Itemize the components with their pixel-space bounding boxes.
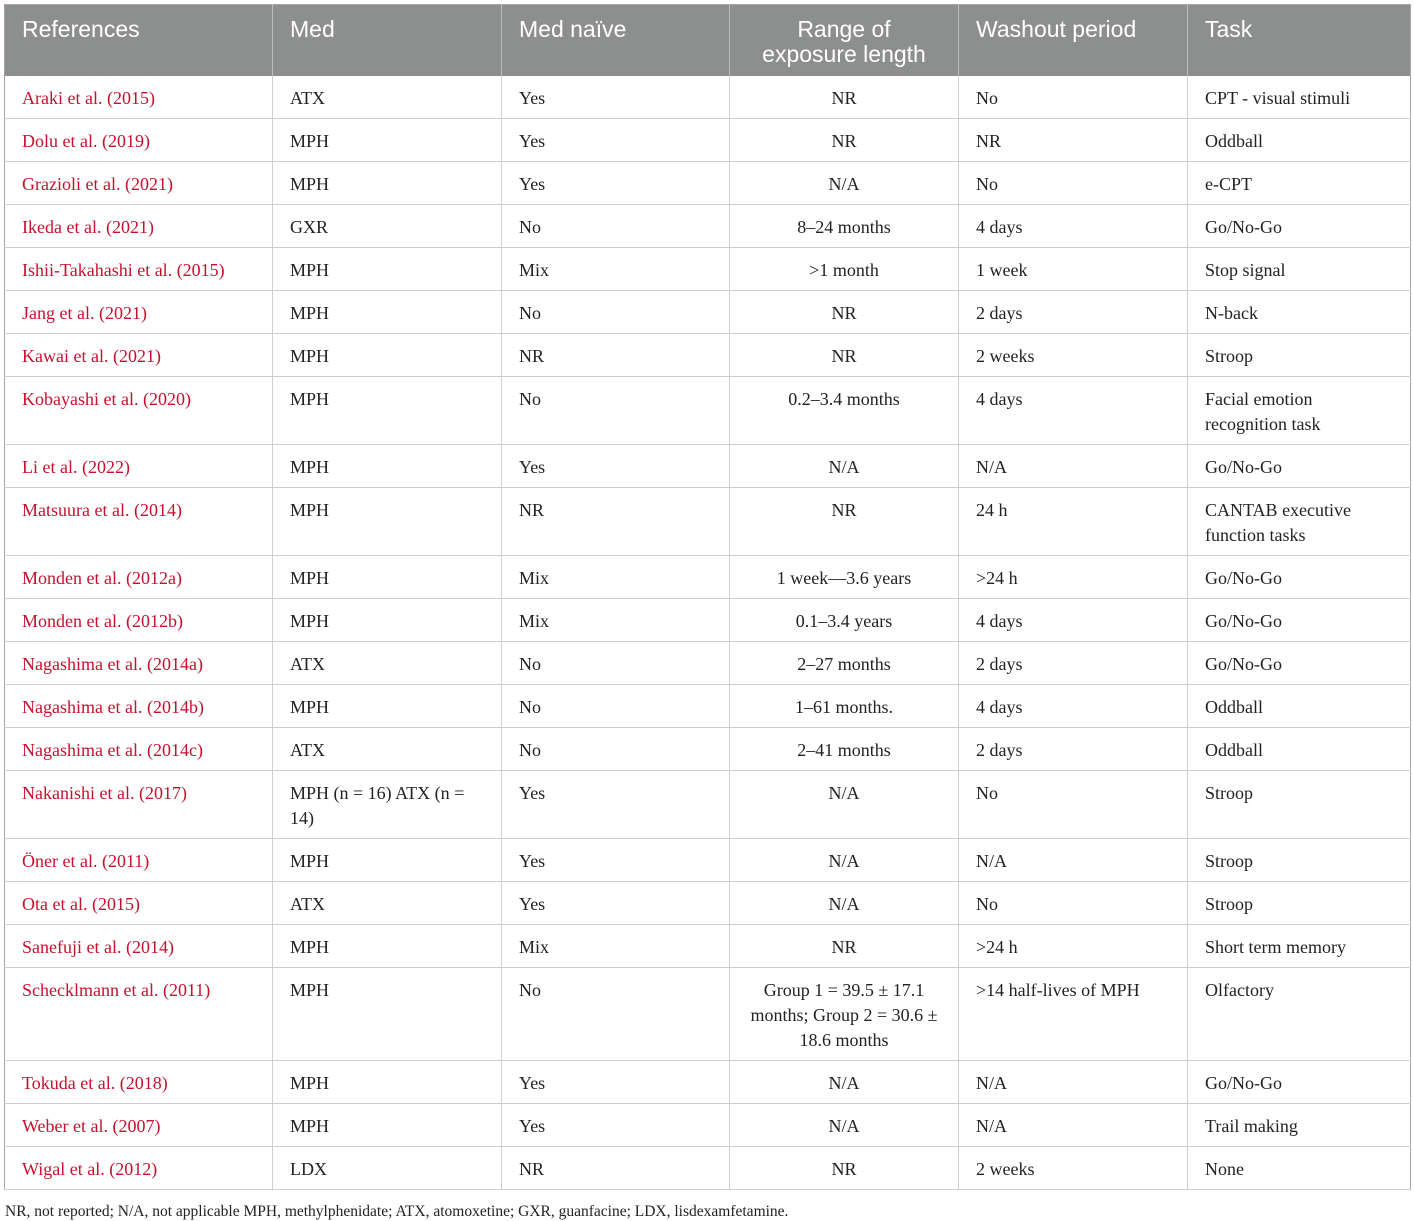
cell-washout-period: No <box>959 882 1188 925</box>
cell-task: Facial emotion recognition task <box>1188 377 1411 445</box>
cell-washout-period: No <box>959 771 1188 839</box>
cell-med: MPH <box>273 839 502 882</box>
cell-reference[interactable]: Matsuura et al. (2014) <box>5 488 273 556</box>
cell-med: ATX <box>273 642 502 685</box>
header-row <box>5 5 1411 76</box>
cell-med: MPH <box>273 556 502 599</box>
header-washout-period: Washout period <box>959 5 1188 76</box>
cell-task: Go/No-Go <box>1188 445 1411 488</box>
cell-med-naive: Yes <box>502 119 730 162</box>
cell-task: e-CPT <box>1188 162 1411 205</box>
cell-med: MPH <box>273 162 502 205</box>
cell-washout-period: 4 days <box>959 205 1188 248</box>
cell-task: CPT - visual stimuli <box>1188 76 1411 119</box>
cell-reference[interactable]: Öner et al. (2011) <box>5 839 273 882</box>
cell-washout-period: 4 days <box>959 599 1188 642</box>
cell-reference[interactable]: Li et al. (2022) <box>5 445 273 488</box>
cell-task: Oddball <box>1188 728 1411 771</box>
table-header <box>5 5 1411 76</box>
cell-washout-period: 2 weeks <box>959 334 1188 377</box>
table-row <box>5 1104 1411 1147</box>
cell-reference[interactable]: Sanefuji et al. (2014) <box>5 925 273 968</box>
table-row <box>5 599 1411 642</box>
cell-reference[interactable]: Tokuda et al. (2018) <box>5 1061 273 1104</box>
cell-exposure-range: N/A <box>730 882 959 925</box>
cell-exposure-range: N/A <box>730 771 959 839</box>
cell-med-naive: No <box>502 291 730 334</box>
table-row <box>5 839 1411 882</box>
cell-med: MPH <box>273 1061 502 1104</box>
cell-exposure-range: 1 week—3.6 years <box>730 556 959 599</box>
table-row <box>5 334 1411 377</box>
cell-med: MPH <box>273 334 502 377</box>
header-task: Task <box>1188 5 1411 76</box>
table-row <box>5 488 1411 556</box>
cell-exposure-range: N/A <box>730 1061 959 1104</box>
header-med: Med <box>273 5 502 76</box>
cell-med-naive: Mix <box>502 248 730 291</box>
cell-reference[interactable]: Kawai et al. (2021) <box>5 334 273 377</box>
cell-washout-period: N/A <box>959 1104 1188 1147</box>
cell-exposure-range: 1–61 months. <box>730 685 959 728</box>
cell-med-naive: No <box>502 685 730 728</box>
cell-exposure-range: N/A <box>730 445 959 488</box>
cell-reference[interactable]: Grazioli et al. (2021) <box>5 162 273 205</box>
cell-med: GXR <box>273 205 502 248</box>
cell-med-naive: No <box>502 728 730 771</box>
cell-task: Go/No-Go <box>1188 556 1411 599</box>
cell-washout-period: >14 half-lives of MPH <box>959 968 1188 1061</box>
cell-washout-period: 2 days <box>959 642 1188 685</box>
cell-task: Go/No-Go <box>1188 599 1411 642</box>
cell-reference[interactable]: Wigal et al. (2012) <box>5 1147 273 1190</box>
cell-washout-period: 2 weeks <box>959 1147 1188 1190</box>
cell-washout-period: 4 days <box>959 685 1188 728</box>
cell-exposure-range: NR <box>730 119 959 162</box>
table-row <box>5 728 1411 771</box>
cell-task: N-back <box>1188 291 1411 334</box>
cell-exposure-range: N/A <box>730 839 959 882</box>
cell-med-naive: Yes <box>502 162 730 205</box>
cell-task: None <box>1188 1147 1411 1190</box>
table-row <box>5 445 1411 488</box>
table-footnote: NR, not reported; N/A, not applicable MPH, methylphenidate; ATX, atomoxetine; GXR, guanfacine; LDX, lisdexamfetamine. <box>5 1203 789 1220</box>
cell-washout-period: >24 h <box>959 556 1188 599</box>
cell-med-naive: NR <box>502 334 730 377</box>
table-row <box>5 1061 1411 1104</box>
cell-reference[interactable]: Araki et al. (2015) <box>5 76 273 119</box>
medication-table <box>4 4 1411 1190</box>
cell-med: MPH <box>273 968 502 1061</box>
cell-med-naive: Yes <box>502 76 730 119</box>
cell-task: Stroop <box>1188 334 1411 377</box>
cell-med-naive: Mix <box>502 599 730 642</box>
cell-med-naive: Yes <box>502 445 730 488</box>
cell-med: ATX <box>273 76 502 119</box>
cell-med: LDX <box>273 1147 502 1190</box>
cell-exposure-range: 0.1–3.4 years <box>730 599 959 642</box>
cell-med: MPH <box>273 925 502 968</box>
cell-task: Go/No-Go <box>1188 642 1411 685</box>
cell-exposure-range: NR <box>730 1147 959 1190</box>
cell-reference[interactable]: Monden et al. (2012b) <box>5 599 273 642</box>
cell-med: MPH <box>273 445 502 488</box>
table-row <box>5 291 1411 334</box>
cell-washout-period: No <box>959 76 1188 119</box>
table-row <box>5 556 1411 599</box>
cell-med-naive: Mix <box>502 556 730 599</box>
header-med-naive: Med naïve <box>502 5 730 76</box>
cell-washout-period: >24 h <box>959 925 1188 968</box>
cell-med: MPH (n = 16) ATX (n = 14) <box>273 771 502 839</box>
table-container <box>4 4 1410 1221</box>
cell-med: MPH <box>273 488 502 556</box>
cell-reference[interactable]: Ota et al. (2015) <box>5 882 273 925</box>
cell-task: Olfactory <box>1188 968 1411 1061</box>
cell-task: Stroop <box>1188 882 1411 925</box>
cell-reference[interactable]: Weber et al. (2007) <box>5 1104 273 1147</box>
cell-washout-period: N/A <box>959 839 1188 882</box>
cell-task: Go/No-Go <box>1188 205 1411 248</box>
table-row <box>5 642 1411 685</box>
cell-exposure-range: 2–27 months <box>730 642 959 685</box>
cell-washout-period: N/A <box>959 445 1188 488</box>
cell-med: MPH <box>273 685 502 728</box>
cell-reference[interactable]: Jang et al. (2021) <box>5 291 273 334</box>
cell-task: Trail making <box>1188 1104 1411 1147</box>
table-row <box>5 968 1411 1061</box>
cell-reference[interactable]: Nagashima et al. (2014a) <box>5 642 273 685</box>
table-row <box>5 162 1411 205</box>
cell-reference[interactable]: Nagashima et al. (2014c) <box>5 728 273 771</box>
cell-reference[interactable]: Ishii-Takahashi et al. (2015) <box>5 248 273 291</box>
cell-reference[interactable]: Monden et al. (2012a) <box>5 556 273 599</box>
cell-med-naive: NR <box>502 1147 730 1190</box>
cell-med: MPH <box>273 377 502 445</box>
cell-exposure-range: NR <box>730 488 959 556</box>
cell-reference[interactable]: Nagashima et al. (2014b) <box>5 685 273 728</box>
cell-washout-period: NR <box>959 119 1188 162</box>
cell-task: Oddball <box>1188 685 1411 728</box>
cell-reference[interactable]: Nakanishi et al. (2017) <box>5 771 273 839</box>
cell-washout-period: 4 days <box>959 377 1188 445</box>
cell-task: Stroop <box>1188 839 1411 882</box>
cell-exposure-range: 0.2–3.4 months <box>730 377 959 445</box>
cell-reference[interactable]: Kobayashi et al. (2020) <box>5 377 273 445</box>
cell-med-naive: Yes <box>502 882 730 925</box>
cell-task: CANTAB executive function tasks <box>1188 488 1411 556</box>
cell-exposure-range: N/A <box>730 1104 959 1147</box>
cell-med-naive: No <box>502 642 730 685</box>
cell-reference[interactable]: Dolu et al. (2019) <box>5 119 273 162</box>
cell-washout-period: 2 days <box>959 291 1188 334</box>
table-row <box>5 205 1411 248</box>
cell-washout-period: N/A <box>959 1061 1188 1104</box>
cell-med: ATX <box>273 882 502 925</box>
cell-washout-period: 24 h <box>959 488 1188 556</box>
cell-task: Go/No-Go <box>1188 1061 1411 1104</box>
table-body <box>5 76 1411 1190</box>
table-row <box>5 119 1411 162</box>
table-row <box>5 76 1411 119</box>
cell-task: Stop signal <box>1188 248 1411 291</box>
cell-exposure-range: NR <box>730 925 959 968</box>
cell-med-naive: Yes <box>502 1104 730 1147</box>
cell-task: Stroop <box>1188 771 1411 839</box>
cell-task: Short term memory <box>1188 925 1411 968</box>
table-row <box>5 771 1411 839</box>
table-row <box>5 685 1411 728</box>
cell-exposure-range: NR <box>730 76 959 119</box>
table-row <box>5 882 1411 925</box>
cell-med-naive: No <box>502 377 730 445</box>
table-row <box>5 377 1411 445</box>
table-row <box>5 248 1411 291</box>
cell-med-naive: No <box>502 205 730 248</box>
header-references: References <box>5 5 273 76</box>
cell-med-naive: Yes <box>502 771 730 839</box>
cell-med: MPH <box>273 291 502 334</box>
cell-exposure-range: NR <box>730 291 959 334</box>
cell-med-naive: Yes <box>502 1061 730 1104</box>
cell-med-naive: No <box>502 968 730 1061</box>
cell-med: MPH <box>273 248 502 291</box>
cell-exposure-range: N/A <box>730 162 959 205</box>
cell-washout-period: No <box>959 162 1188 205</box>
cell-task: Oddball <box>1188 119 1411 162</box>
cell-med-naive: Yes <box>502 839 730 882</box>
cell-washout-period: 2 days <box>959 728 1188 771</box>
cell-exposure-range: NR <box>730 334 959 377</box>
cell-exposure-range: 8–24 months <box>730 205 959 248</box>
cell-washout-period: 1 week <box>959 248 1188 291</box>
cell-exposure-range: 2–41 months <box>730 728 959 771</box>
cell-med: MPH <box>273 599 502 642</box>
cell-med: ATX <box>273 728 502 771</box>
table-row <box>5 925 1411 968</box>
cell-exposure-range: >1 month <box>730 248 959 291</box>
cell-med: MPH <box>273 1104 502 1147</box>
cell-med-naive: Mix <box>502 925 730 968</box>
cell-reference[interactable]: Ikeda et al. (2021) <box>5 205 273 248</box>
cell-reference[interactable]: Schecklmann et al. (2011) <box>5 968 273 1061</box>
header-range-exposure: Range of exposure length <box>730 5 959 76</box>
cell-med: MPH <box>273 119 502 162</box>
cell-med-naive: NR <box>502 488 730 556</box>
cell-exposure-range: Group 1 = 39.5 ± 17.1 months; Group 2 = 30.6 ± 18.6 months <box>730 968 959 1061</box>
table-row <box>5 1147 1411 1190</box>
